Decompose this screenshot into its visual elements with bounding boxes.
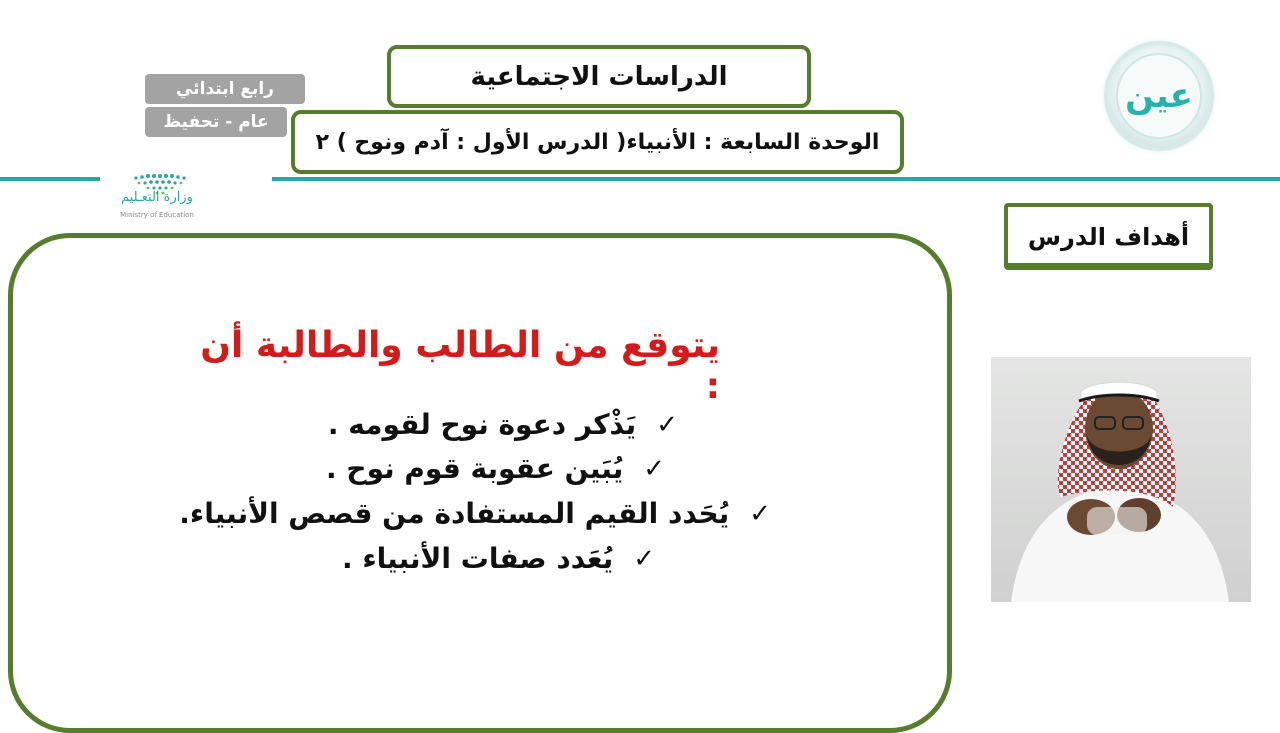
- check-icon: ✓: [749, 498, 771, 529]
- objective-item: [0, 542, 655, 575]
- section-tag-objectives: [1004, 203, 1213, 270]
- header-divider-right: [272, 177, 1280, 181]
- check-icon: ✓: [643, 453, 665, 484]
- grade-badge-text: رابع ابتدائي: [176, 79, 274, 99]
- objective-text: يَذْكر دعوة نوح لقومه .: [327, 408, 637, 441]
- subject-title: [387, 45, 811, 108]
- objective-item: [0, 408, 678, 441]
- track-badge-text: عام - تحفيظ: [163, 112, 269, 132]
- check-icon: ✓: [656, 409, 678, 440]
- channel-logo: [1108, 45, 1210, 147]
- objective-text: يُعَدد صفات الأنبياء .: [341, 542, 614, 575]
- objective-item: [0, 452, 665, 485]
- objective-text: يُحَدد القيم المستفادة من قصص الأنبياء.: [179, 497, 730, 530]
- unit-lesson-text: الوحدة السابعة : الأنبياء( الدرس الأول : آدم ونوح ) ٢: [315, 129, 880, 155]
- ministry-name-english: Ministry of Education: [120, 211, 194, 219]
- channel-logo-text: عين: [1116, 53, 1202, 139]
- objective-text: يُبَين عقوبة قوم نوح .: [326, 452, 624, 485]
- subject-title-text: الدراسات الاجتماعية: [470, 61, 728, 92]
- unit-lesson-title: [291, 110, 904, 174]
- check-icon: ✓: [633, 543, 655, 574]
- section-tag-text: أهداف الدرس: [1027, 222, 1190, 251]
- presenter-video-icon: [991, 357, 1251, 602]
- track-badge: [145, 107, 287, 137]
- grade-badge: [145, 74, 305, 104]
- objectives-intro: يتوقع من الطالب والطالبة أن :: [200, 325, 720, 407]
- header-divider-left: [0, 177, 100, 181]
- ministry-name-arabic: وزارة التعـليم: [121, 190, 193, 205]
- objective-item: [0, 497, 771, 530]
